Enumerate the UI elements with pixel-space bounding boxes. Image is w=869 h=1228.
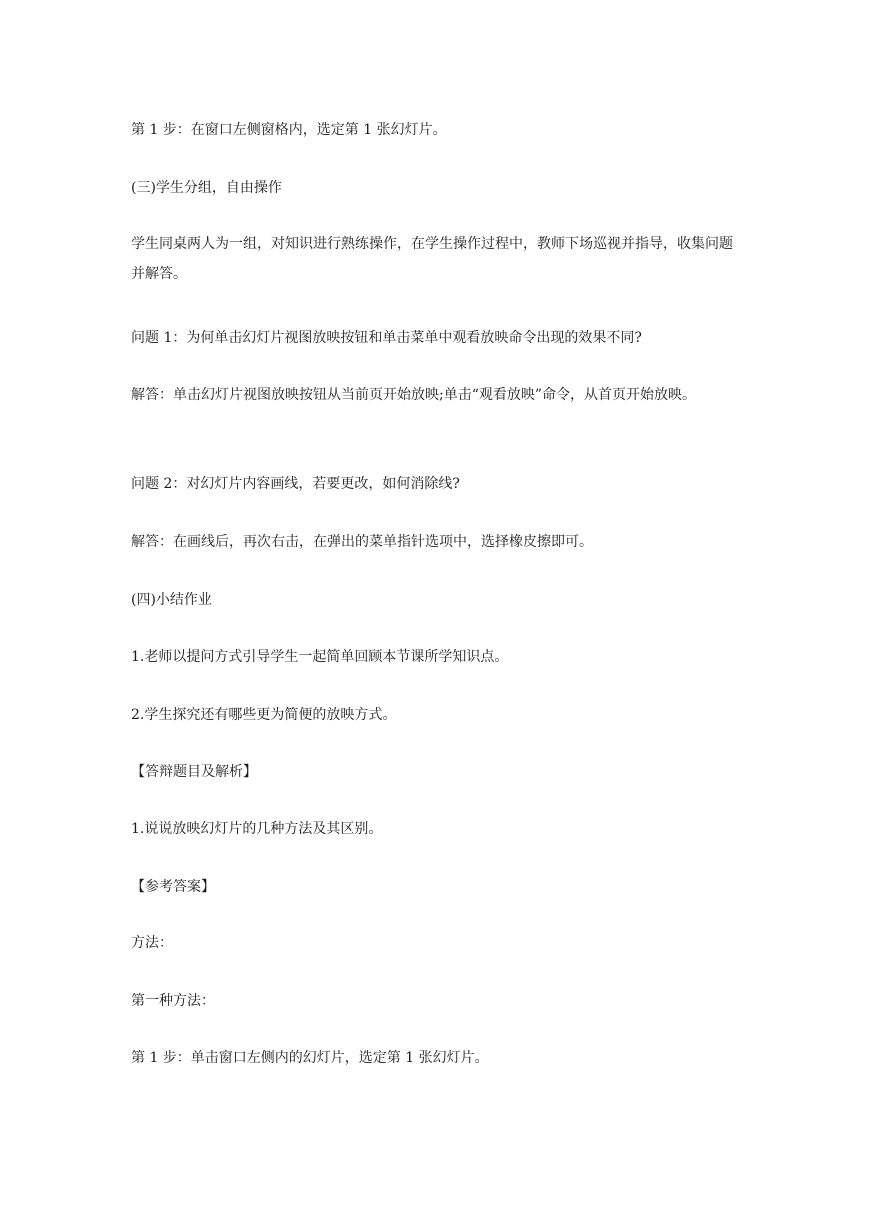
step-1-select-slide: 第 1 步：在窗口左侧窗格内，选定第 1 张幻灯片。 [131,122,447,138]
first-method-step-1: 第 1 步：单击窗口左侧内的幻灯片，选定第 1 张幻灯片。 [131,1050,489,1066]
summary-item-2: 2.学生探究还有哪些更为简便的放映方式。 [131,707,397,723]
defense-questions-heading: 【答辩题目及解析】 [131,764,257,780]
question-1: 问题 1：为何单击幻灯片视图放映按钮和单击菜单中观看放映命令出现的效果不同? [131,330,642,346]
first-method-label: 第一种方法： [131,993,215,1009]
group-practice-description: 学生同桌两人为一组，对知识进行熟练操作，在学生操作过程中，教师下场巡视并指导，收集问题并解答。 [131,236,733,282]
section-heading-summary: (四)小结作业 [131,592,212,608]
defense-question-1: 1.说说放映幻灯片的几种方法及其区别。 [131,821,383,837]
section-heading-group-practice: (三)学生分组，自由操作 [131,180,282,196]
summary-item-1: 1.老师以提问方式引导学生一起简单回顾本节课所学知识点。 [131,649,509,665]
question-2: 问题 2：对幻灯片内容画线，若要更改，如何消除线? [131,476,460,492]
reference-answer-heading: 【参考答案】 [131,879,215,895]
methods-label: 方法： [131,935,173,951]
answer-1: 解答：单击幻灯片视图放映按钮从当前页开始放映;单击“观看放映”命令，从首页开始放映。 [131,387,697,403]
answer-2: 解答：在画线后，再次右击，在弹出的菜单指针选项中，选择橡皮擦即可。 [131,534,593,550]
